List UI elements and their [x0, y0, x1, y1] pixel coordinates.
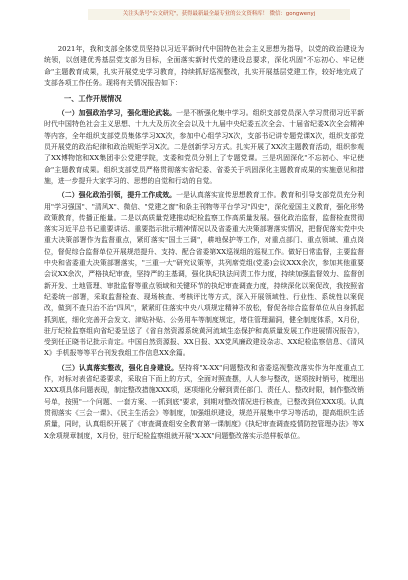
- item-2-heading: （二）强化政治引领，提升工作成效。: [57, 191, 177, 200]
- item-3-paragraph: [44, 363, 364, 442]
- item-2-paragraph: [44, 190, 364, 359]
- item-3-body: 坚持将"X-XX"问题整改和省委巡视整改落实作为年度重点工作，对标对表省纪委要求，采取自下而上的方式，全面对照查摆，人人参与整改，逐项按时销号，梳理出XXX项具体问题表现，制定整改措施XXX项，逐项细化分解到责任部门、责任人、整改时限，制作整改销号单，按照"一个问题、一套方案、一抓到底"要求，到期对整改情况进行核查，已整改到位XXX项。认真贯彻落实《三会一课》、《民主生活会》等制度，加强组织建设，规范开展集中学习等活动，提高组织生活质量，同时，认真组织开展了《审查调查组安全教育第一课制度》《执纪审查调查疫情防控管理办法》等XX余项规章制度，X月份，驻厅纪检监察组就开展"X-XX"问题整改落实示范样板单位。: [44, 363, 364, 440]
- item-1-heading: （一）加强政治学习，强化理论武装。: [57, 109, 177, 118]
- item-1-body: 一是不断强化集中学习。组织支部党员深入学习贯彻习近平新时代中国特色社会主义思想、十九大及历次全会以及十九届中央纪委五次全会、十届省纪委X次全会精神等内容，全年组织支部党员集体学习XX次，参加中心组学习X次，支部书记讲专题党课X次，组织支部党员开展党的政治纪律和政治规矩学习X次。二是创新学习方式。扎实开展了XX次主题教育活动，组织参观了XX博物馆和XX集团非公党建学院，支委和党员分别上了专题党课。三是巩固深化"不忘初心、牢记使命"主题教育成果。组织支部党员严格贯彻落实省纪委、省委关于巩固深化主题教育成果的实施意见和措施，进一步提升大家学习的、思想的自觉和行动的自觉。: [44, 109, 365, 185]
- item-3-heading: （三）认真落实整改，强化自身建设。: [57, 363, 179, 372]
- header-banner: 关注头条号"公文研究"，获得最新最全最专业的公文资料库！ 微信：gongwenyj: [88, 9, 350, 20]
- intro-paragraph: 2021年，我和支部全体党员坚持以习近平新时代中国特色社会主义思想为指导，以党的政治建设为统领，以创建优秀基层党支部为目标，全面落实新时代党的建设总要求，深化巩固"不忘初心、牢记使命"主题教育成果，扎实开展党史学习教育，持续抓好巡视整改，扎实开展基层党建工作，较好地完成了支部各项工作任务。现将有关情况报告如下：: [44, 45, 364, 87]
- section-title: 一、工作开展情况: [64, 94, 122, 104]
- document-body: [44, 44, 364, 442]
- item-1-paragraph: [44, 108, 364, 187]
- item-2-body: 一是认真落实宣传思想教育工作。教育和引导支部党员充分利用"学习强国"、"清风X"、微信、"党建之窗"和条主刊物等平台学习"四史"，深化爱国主义教育，强化形势政策教育，传播正能量。二是以高质量党建推动纪检监察工作高质量发展。强化政治监督，监督检查贯彻落实习近平总书记重要讲话、重要指示批示精神情况以及省委重大决策部署落实情况，把督促落实党中央重大决策部署作为监督重点，紧盯落实"国土三调"，耕地保护等工作，对重点部门、重点领域、重点岗位，督促综合监督单位开展规范提升、支持、配合省委第XX巡视组的巡视工作。做好日常监督，主要监督中央和省委重大决策部署落实，"三重一大"研究议策等，共列席党组(党委)会议XXX余次，参加其他重要会议XX余次，严格执纪审查，坚持严的主基调，强化执纪执法问责工作力度，持续加强监督效力、监督创新开发、土地管理、审批监督等重点领域和关键环节的执纪审查调查力度，持续深化以案促改，我按照省纪委统一部署，采取监督检查、现场核查、考核评比等方式，深入开展领域性、行业性、系统性以案促改，做到不查只治不治"四风"，紧紧盯住落实中央八项规定精神不放松，督促各综合监督单位从自身抓起抓到底，细化完善开会发文、津贴补贴、公务用车等制度规定，堵住管理漏洞，健全制度体系，X月份，驻厅纪检监察组向省纪委呈送了《省自然资源系统黄河流域生态保护和高质量发展工作进展情况报告》，受到任正晓书记批示肯定。中国自然资源报、XX日报、XX党风廉政建设杂志、XX纪检监察信息、《清风X》手机报等等平台刊发我组工作信息XX余篇。: [44, 191, 365, 358]
